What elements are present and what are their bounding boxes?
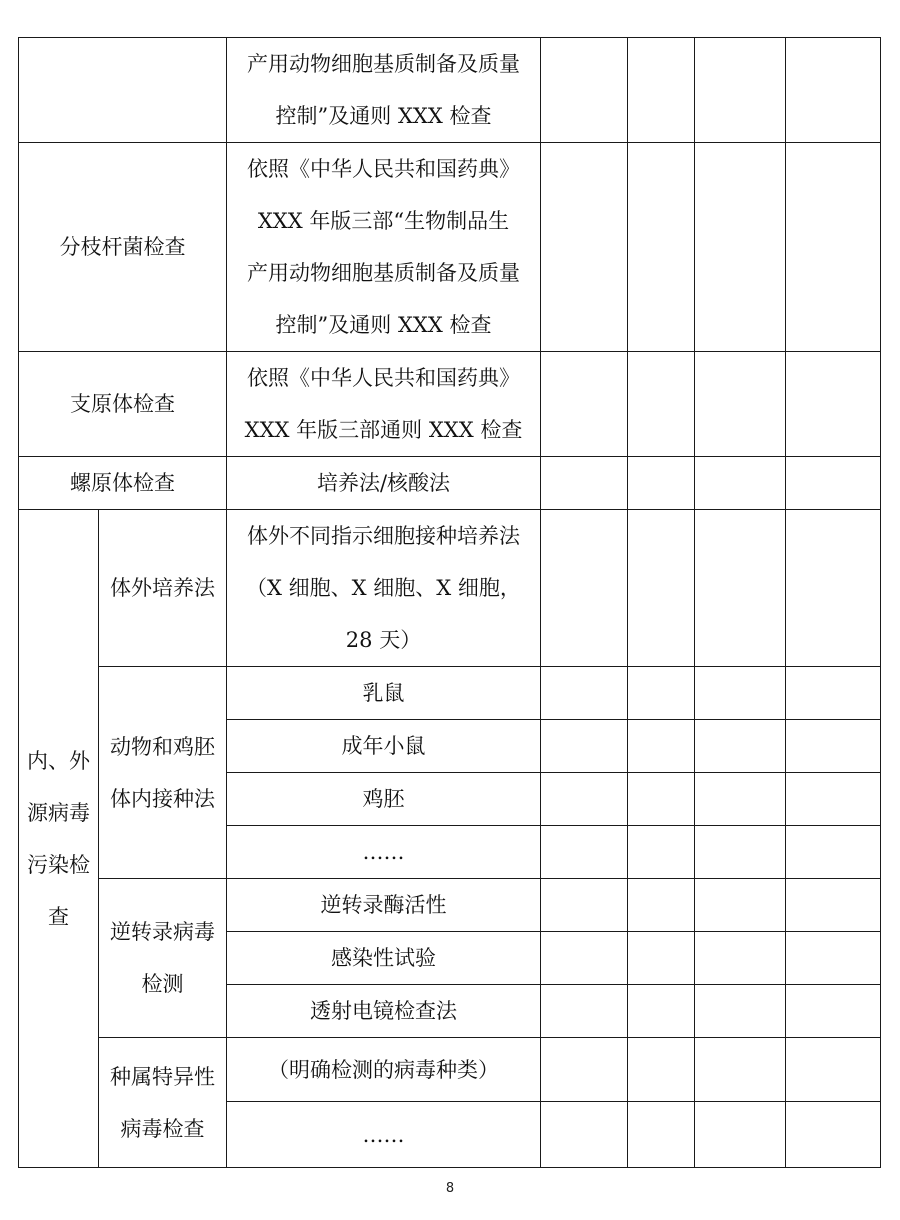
blank-cell	[786, 38, 881, 143]
blank-cell	[541, 143, 628, 352]
method-cell: 透射电镜检查法	[227, 985, 541, 1038]
blank-cell	[541, 667, 628, 720]
method-cell: 体外不同指示细胞接种培养法 （X 细胞、X 细胞、X 细胞， 28 天）	[227, 510, 541, 667]
table-row-species-specific	[19, 1038, 881, 1102]
blank-cell	[541, 826, 628, 879]
blank-cell	[541, 352, 628, 457]
blank-cell	[786, 773, 881, 826]
blank-cell	[541, 879, 628, 932]
blank-cell	[628, 38, 695, 143]
blank-cell	[541, 510, 628, 667]
method-cell: 培养法/核酸法	[227, 457, 541, 510]
table-row-retrovirus	[19, 879, 881, 932]
blank-cell	[695, 510, 786, 667]
blank-cell	[541, 985, 628, 1038]
blank-cell	[628, 1102, 695, 1168]
blank-cell	[695, 667, 786, 720]
table-row-in-vivo	[19, 667, 881, 720]
blank-cell	[541, 720, 628, 773]
blank-cell	[786, 457, 881, 510]
blank-cell	[695, 143, 786, 352]
blank-cell	[786, 1038, 881, 1102]
item-cell: 分枝杆菌检查	[19, 143, 227, 352]
table-row-continued	[19, 38, 881, 143]
blank-cell	[541, 932, 628, 985]
method-cell: （明确检测的病毒种类）	[227, 1038, 541, 1102]
virus-group-label-cell: 内、外 源病毒 污染检 查	[19, 510, 99, 1168]
blank-cell	[786, 510, 881, 667]
blank-cell	[695, 38, 786, 143]
blank-cell	[628, 352, 695, 457]
blank-cell	[695, 720, 786, 773]
blank-cell	[541, 457, 628, 510]
blank-cell	[628, 457, 695, 510]
blank-cell	[541, 38, 628, 143]
sub-item-cell: 逆转录病毒 检测	[99, 879, 227, 1038]
blank-cell	[695, 826, 786, 879]
item-cell: 螺原体检查	[19, 457, 227, 510]
method-cell: 鸡胚	[227, 773, 541, 826]
blank-cell	[628, 667, 695, 720]
blank-cell	[541, 773, 628, 826]
blank-cell	[695, 352, 786, 457]
item-cell: 支原体检查	[19, 352, 227, 457]
blank-cell	[695, 457, 786, 510]
method-cell: ……	[227, 826, 541, 879]
method-cell: 乳鼠	[227, 667, 541, 720]
blank-cell	[628, 826, 695, 879]
method-cell: ……	[227, 1102, 541, 1168]
blank-cell	[628, 985, 695, 1038]
method-cell: 感染性试验	[227, 932, 541, 985]
blank-cell	[628, 1038, 695, 1102]
blank-cell	[628, 510, 695, 667]
sub-item-cell: 体外培养法	[99, 510, 227, 667]
blank-cell	[695, 1102, 786, 1168]
blank-cell	[786, 932, 881, 985]
blank-cell	[628, 773, 695, 826]
blank-cell	[786, 879, 881, 932]
blank-cell	[695, 879, 786, 932]
blank-cell	[628, 143, 695, 352]
blank-cell	[695, 1038, 786, 1102]
blank-cell	[541, 1102, 628, 1168]
method-cell: 逆转录酶活性	[227, 879, 541, 932]
table-row-in-vitro	[19, 510, 881, 667]
blank-cell	[628, 932, 695, 985]
blank-cell	[695, 985, 786, 1038]
table-row-mycoplasma	[19, 352, 881, 457]
blank-cell	[541, 1038, 628, 1102]
table-row-spiroplasma	[19, 457, 881, 510]
method-cell: 产用动物细胞基质制备及质量 控制”及通则 XXX 检查	[227, 38, 541, 143]
test-spec-table	[18, 37, 881, 1168]
blank-cell	[786, 143, 881, 352]
method-cell: 依照《中华人民共和国药典》 XXX 年版三部通则 XXX 检查	[227, 352, 541, 457]
blank-cell	[695, 773, 786, 826]
sub-item-cell: 种属特异性 病毒检查	[99, 1038, 227, 1168]
blank-cell	[786, 826, 881, 879]
blank-cell	[786, 1102, 881, 1168]
blank-cell	[786, 720, 881, 773]
blank-cell	[628, 879, 695, 932]
blank-cell	[786, 985, 881, 1038]
page-number: 8	[445, 1181, 455, 1196]
blank-cell	[786, 352, 881, 457]
method-cell: 依照《中华人民共和国药典》 XXX 年版三部“生物制品生 产用动物细胞基质制备及质量 控制”及通则 XXX 检查	[227, 143, 541, 352]
method-cell: 成年小鼠	[227, 720, 541, 773]
sub-item-cell: 动物和鸡胚 体内接种法	[99, 667, 227, 879]
table-row-mycobacteria	[19, 143, 881, 352]
item-cell-empty	[19, 38, 227, 143]
blank-cell	[695, 932, 786, 985]
blank-cell	[628, 720, 695, 773]
blank-cell	[786, 667, 881, 720]
